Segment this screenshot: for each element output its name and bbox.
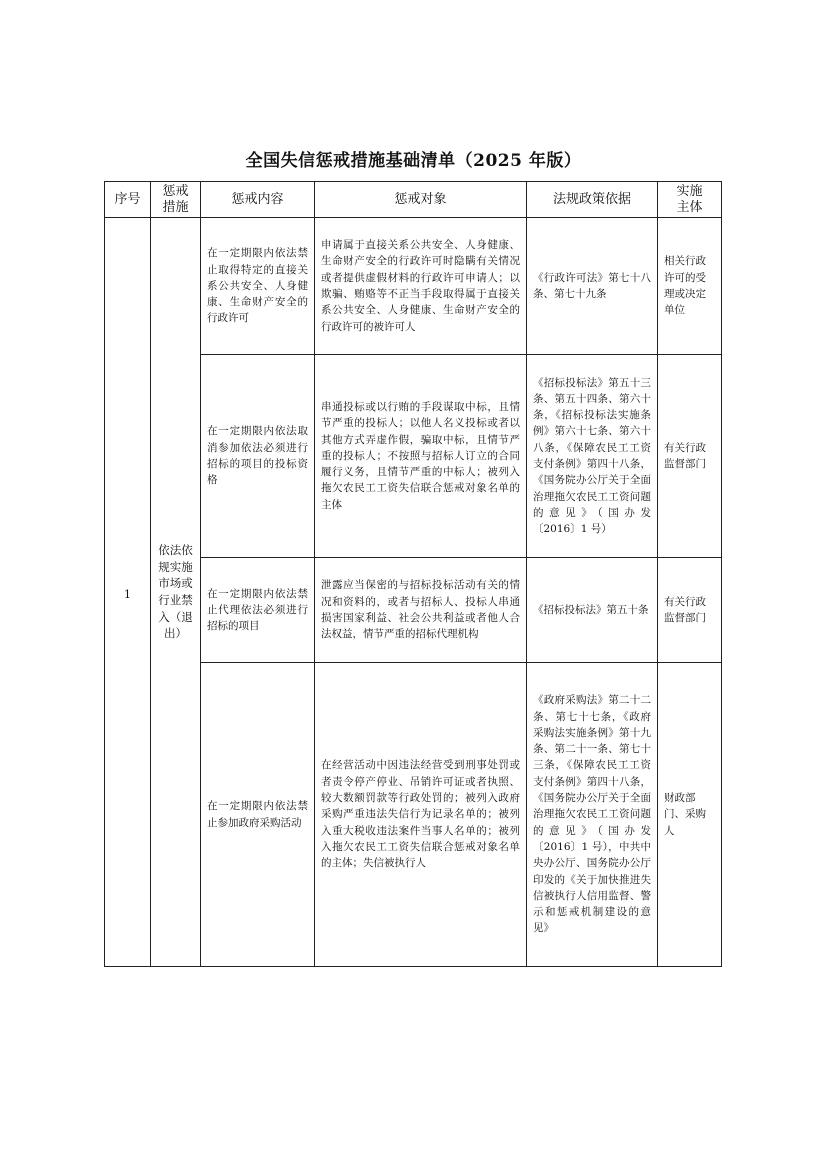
seq-number: 1 xyxy=(124,587,131,601)
content-cell: 在一定期限内依法禁止代理依法必须进行招标的项目 xyxy=(201,558,315,663)
header-seq: 序号 xyxy=(105,182,151,218)
basis-cell: 《行政许可法》第七十八条、第七十九条 xyxy=(527,218,658,355)
header-subject: 实施 主体 xyxy=(658,182,722,218)
target-cell: 泄露应当保密的与招标投标活动有关的情况和资料的，或者与招标人、投标人串通损害国家利益、社会公共利益或者他人合法权益，情节严重的招标代理机构 xyxy=(315,558,527,663)
basis-cell: 《政府采购法》第二十二条、第七十七条，《政府采购法实施条例》第十九条、第二十一条、第七十三条，《保障农民工工资支付条例》第四十八条，《国务院办公厅关于全面治理拖欠农民工工资问题的意见》（国办发〔2016〕1 号），中共中央办公厅、国务院办公厅印发的《关于加快推进失信被执行人信用监督、警示和惩戒机制建设的意见》 xyxy=(527,663,658,967)
content-cell: 在一定期限内依法禁止参加政府采购活动 xyxy=(201,663,315,967)
header-row xyxy=(105,182,722,218)
header-content: 惩戒内容 xyxy=(201,182,315,218)
punishment-table xyxy=(104,181,722,967)
subject-cell: 有关行政监督部门 xyxy=(658,355,722,558)
basis-cell: 《招标投标法》第五十三条、第五十四条、第六十条，《招标投标法实施条例》第六十七条、第六十八条，《保障农民工工资支付条例》第四十八条，《国务院办公厅关于全面治理拖欠农民工工资问题的意见》（国办发〔2016〕1 号） xyxy=(527,355,658,558)
measure-cell xyxy=(151,218,201,967)
target-cell: 申请属于直接关系公共安全、人身健康、生命财产安全的行政许可时隐瞒有关情况或者提供虚假材料的行政许可申请人；以欺骗、贿赂等不正当手段取得属于直接关系公共安全、人身健康、生命财产安全的行政许可的被许可人 xyxy=(315,218,527,355)
target-cell: 在经营活动中因违法经营受到刑事处罚或者责令停产停业、吊销许可证或者执照、较大数额罚款等行政处罚的；被列入政府采购严重违法失信行为记录名单的；被列入重大税收违法案件当事人名单的；被列入拖欠农民工工资失信联合惩戒对象名单的主体；失信被执行人 xyxy=(315,663,527,967)
header-measure: 惩戒 措施 xyxy=(151,182,201,218)
content-cell: 在一定期限内依法取消参加依法必须进行招标的项目的投标资格 xyxy=(201,355,315,558)
header-target: 惩戒对象 xyxy=(315,182,527,218)
content-cell: 在一定期限内依法禁止取得特定的直接关系公共安全、人身健康、生命财产安全的行政许可 xyxy=(201,218,315,355)
page-title: 全国失信惩戒措施基础清单（2025 年版） xyxy=(245,151,582,171)
subject-cell: 相关行政许可的受理或决定单位 xyxy=(658,218,722,355)
basis-cell: 《招标投标法》第五十条 xyxy=(527,558,658,663)
subject-cell: 有关行政监督部门 xyxy=(658,558,722,663)
table-row xyxy=(105,218,722,355)
subject-cell: 财政部门、采购人 xyxy=(658,663,722,967)
header-basis: 法规政策依据 xyxy=(527,182,658,218)
measure-text: 依法依规实施市场或行业禁入（退出） xyxy=(158,543,193,641)
seq-cell xyxy=(105,218,151,967)
target-cell: 串通投标或以行贿的手段谋取中标，且情节严重的投标人；以他人名义投标或者以其他方式弄虚作假，骗取中标，且情节严重的投标人；不按照与招标人订立的合同履行义务，且情节严重的中标人；被列入拖欠农民工工资失信联合惩戒对象名单的主体 xyxy=(315,355,527,558)
